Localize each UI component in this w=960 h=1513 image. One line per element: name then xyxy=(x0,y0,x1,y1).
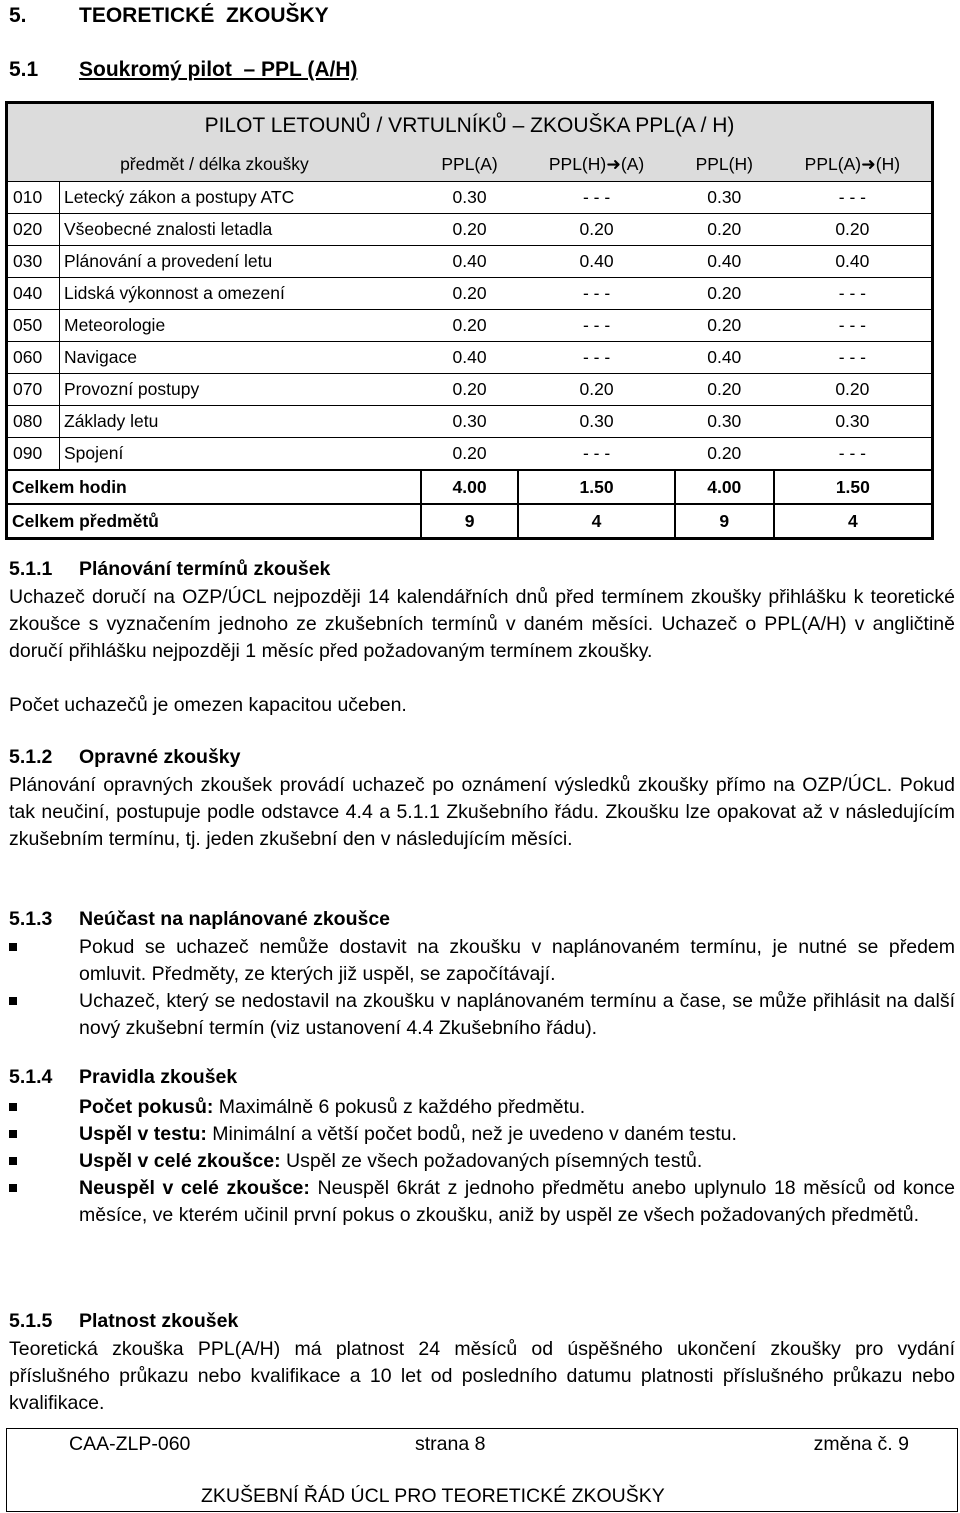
table-row: 060 Navigace 0.40 - - - 0.40 - - - xyxy=(7,342,933,374)
table-row: 070 Provozní postupy 0.20 0.20 0.20 0.20 xyxy=(7,374,933,406)
chapter-title: TEORETICKÉ ZKOUŠKY xyxy=(79,4,329,27)
bullet-icon xyxy=(9,943,17,951)
bullet-icon xyxy=(9,1157,17,1165)
page-footer xyxy=(6,1428,958,1512)
header-subject: předmět / délka zkoušky xyxy=(7,148,421,182)
subsection-511-text2: Počet uchazečů je omezen kapacitou učeben. xyxy=(9,694,407,716)
bullet-icon xyxy=(9,997,17,1005)
subsection-511-heading: 5.1.1 Plánování termínů zkoušek xyxy=(9,558,331,580)
table-row: 040 Lidská výkonnost a omezení 0.20 - - - 0.20 - - - xyxy=(7,278,933,310)
subsection-513-heading: 5.1.3 Neúčast na naplánované zkoušce xyxy=(9,908,391,930)
section-number: 5.1 xyxy=(9,58,39,81)
header-ppl-a-to-h: PPL(A)➜(H) xyxy=(774,148,933,182)
table-row: 090 Spojení 0.20 - - - 0.20 - - - xyxy=(7,438,933,471)
header-ppl-h: PPL(H) xyxy=(675,148,774,182)
list-item: Uchazeč, který se nedostavil na zkoušku v naplánovaném termínu a čase, se může přihlásit na další nový zkušební termín (viz ustanovení 4.4 Zkušebního řádu). xyxy=(9,988,955,1042)
chapter-heading xyxy=(9,4,329,28)
list-item: Pokud se uchazeč nemůže dostavit na zkoušku v naplánovaném termínu, je nutné se předem omluvit. Předměty, ze kterých již uspěl, se započítávají. xyxy=(9,934,955,988)
list-item: Neuspěl v celé zkoušce: Neuspěl 6krát z jednoho předmětu anebo uplynulo 18 měsíců od konce měsíce, ve kterém učinil první pokus o zkoušku, aniž by uspěl ze všech požadovaných předmětů. xyxy=(9,1175,955,1229)
table-row: 010 Letecký zákon a postupy ATC 0.30 - - - 0.30 - - - xyxy=(7,182,933,214)
bullet-icon xyxy=(9,1130,17,1138)
header-ppl-h-to-a: PPL(H)➜(A) xyxy=(518,148,674,182)
chapter-number: 5. xyxy=(9,4,27,27)
table-row: 030 Plánování a provedení letu 0.40 0.40 0.40 0.40 xyxy=(7,246,933,278)
subsection-515-text: Teoretická zkouška PPL(A/H) má platnost 24 měsíců od úspěšného ukončení zkoušky pro vydání příslušného průkazu nebo kvalifikace a 10 let od posledního datumu platnosti příslušného průkazu nebo kvalifikace. xyxy=(9,1338,955,1414)
list-item: Uspěl v testu: Minimální a větší počet bodů, než je uvedeno v daném testu. xyxy=(9,1121,955,1148)
arrow-right-icon: ➜ xyxy=(861,154,876,174)
subsection-512-text: Plánování opravných zkoušek provádí uchazeč po oznámení výsledků zkoušky přímo na OZP/ÚCL. Pokud tak neučiní, postupuje podle odstavce 4.4 a 5.1.1 Zkušebního řádu. Zkoušku lze opakovat až v následujícím zkušebním termínu, tj. jeden zkušební den v následujícím měsíci. xyxy=(9,774,955,850)
total-hours-row: Celkem hodin 4.00 1.50 4.00 1.50 xyxy=(7,470,933,504)
exam-table xyxy=(5,101,934,540)
table-row: 020 Všeobecné znalosti letadla 0.20 0.20 0.20 0.20 xyxy=(7,214,933,246)
table-row: 050 Meteorologie 0.20 - - - 0.20 - - - xyxy=(7,310,933,342)
footer-change: změna č. 9 xyxy=(813,1433,909,1455)
bullet-icon xyxy=(9,1103,17,1111)
table-title: PILOT LETOUNŮ / VRTULNÍKŮ – ZKOUŠKA PPL(A / H) xyxy=(7,103,933,149)
list-item: Počet pokusů: Maximálně 6 pokusů z každého předmětu. xyxy=(9,1094,955,1121)
subsection-511-text: Uchazeč doručí na OZP/ÚCL nejpozději 14 kalendářních dnů před termínem zkoušky přihlášku k teoretické zkoušce s vyznačením jednoho ze zkušebních termínů v daném měsíci. Uchazeč o PPL(A/H) v angličtině doručí přihlášku nejpozději 1 měsíc před požadovaným termínem zkoušky. xyxy=(9,586,955,662)
table-row: 080 Základy letu 0.30 0.30 0.30 0.30 xyxy=(7,406,933,438)
total-subjects-row: Celkem předmětů 9 4 9 4 xyxy=(7,504,933,539)
bullet-icon xyxy=(9,1184,17,1192)
section-heading xyxy=(9,58,357,82)
section-title: Soukromý pilot – PPL (A/H) xyxy=(79,58,358,81)
footer-title: ZKUŠEBNÍ ŘÁD ÚCL PRO TEORETICKÉ ZKOUŠKY xyxy=(201,1485,665,1507)
subsection-514-heading: 5.1.4 Pravidla zkoušek xyxy=(9,1066,238,1088)
arrow-right-icon: ➜ xyxy=(606,154,621,174)
footer-doc-id: CAA-ZLP-060 xyxy=(69,1433,191,1455)
subsection-515-heading: 5.1.5 Platnost zkoušek xyxy=(9,1310,239,1332)
list-item: Uspěl v celé zkoušce: Uspěl ze všech požadovaných písemných testů. xyxy=(9,1148,955,1175)
subsection-512-heading: 5.1.2 Opravné zkoušky xyxy=(9,746,241,768)
header-ppl-a: PPL(A) xyxy=(421,148,518,182)
footer-page: strana 8 xyxy=(415,1433,486,1455)
